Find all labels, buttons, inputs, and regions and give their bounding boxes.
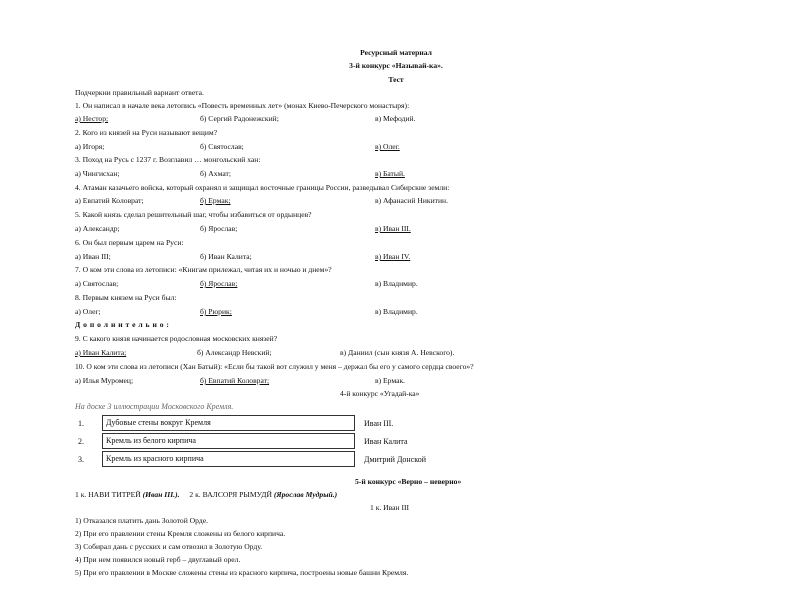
answer-7a[interactable]: а) Святослав; [75,279,119,288]
question-2: 2. Кого из князей на Руси называют вещим? [75,128,218,137]
contest3-title: 3-й конкурс «Называй-ка». [349,61,443,70]
kremlin-table [75,414,484,468]
extra-label: Д о п о л н и т е л ь н о : [75,320,170,329]
question-3: 3. Поход на Русь с 1237 г. Возглавил … монгольский хан: [75,155,261,164]
answer-7c[interactable]: в) Владимир. [375,279,418,288]
statement-1: 1) Отказался платить дань Золотой Орде. [75,516,208,525]
answer-10c[interactable]: в) Ермак. [375,376,406,385]
question-6: 6. Он был первым царем на Руси: [75,238,184,247]
contest4-title: 4-й конкурс «Угадай-ка» [340,389,420,398]
answer-3b[interactable]: б) Ахмат; [200,169,231,178]
kremlin-row [75,414,484,432]
kremlin-row [75,432,484,450]
ruler-answer[interactable]: Иван III. [364,418,394,428]
contest5-title: 5-й конкурс «Верно – неверно» [355,477,462,486]
row-number: 3. [78,454,84,464]
statement-5: 5) При его правлении в Москве сложены стены из красного кирпича, построены новые башни Кремля. [75,568,409,577]
answer-1a[interactable]: а) Нестор; [75,114,109,123]
answer-9b[interactable]: б) Александр Невский; [197,348,272,357]
answer-3c[interactable]: в) Батый. [375,169,405,178]
answer-5c[interactable]: в) Иван III. [375,224,411,233]
answer-4b[interactable]: б) Ермак; [200,196,231,205]
contest4-note: На доске 3 иллюстрации Московского Кремля. [75,402,234,411]
question-1: 1. Он написал в начале века летопись «Повесть временных лет» (монах Киево-Печерского монастыря): [75,101,410,110]
answer-6c[interactable]: в) Иван IV. [375,252,411,261]
question-8: 8. Первым князем на Руси был: [75,293,177,302]
answer-10b[interactable]: б) Евпатий Коловрат; [200,376,270,385]
answer-6a[interactable]: а) Иван III; [75,252,111,261]
team1-prefix: 1 к. НАВИ ТИТРЕЙ [75,490,141,499]
answer-8a[interactable]: а) Олег; [75,307,101,316]
instruction: Подчеркни правильный вариант ответа. [75,88,204,97]
answer-2c[interactable]: в) Олег. [375,142,400,151]
team-anagrams [75,490,337,499]
row-number: 1. [78,418,84,428]
answer-1c[interactable]: в) Мефодий. [375,114,416,123]
answer-5a[interactable]: а) Александр; [75,224,120,233]
question-9: 9. С какого князя начинается родословная московских князей? [75,334,278,343]
resource-title: Ресурсный материал [360,48,432,57]
team2-answer: (Ярослав Мудрый.) [273,490,338,499]
answer-8c[interactable]: в) Владимир. [375,307,418,316]
answer-1b[interactable]: б) Сергий Радонежский; [200,114,279,123]
test-title: Тест [388,75,404,84]
row-number: 2. [78,436,84,446]
answer-6b[interactable]: б) Иван Калита; [200,252,252,261]
kremlin-item[interactable]: Кремль из красного кирпича [102,451,355,467]
statement-2: 2) При его правлении стены Кремля сложены из белого кирпича. [75,529,286,538]
ruler-answer[interactable]: Иван Калита [364,436,408,446]
kremlin-row [75,450,484,468]
answer-2a[interactable]: а) Игоря; [75,142,105,151]
answer-4c[interactable]: в) Афанасий Никитин. [375,196,448,205]
question-7: 7. О ком эти слова из летописи: «Книгам прилежал, читая их и ночью и днем»? [75,265,332,274]
team2-prefix: 2 к. ВАЛСОРЯ РЫМУДЙ [189,490,272,499]
question-5: 5. Какой князь сделал решительный шаг, чтобы избавиться от ордынцев? [75,210,312,219]
answer-7b[interactable]: б) Ярослав; [200,279,238,288]
question-10: 10. О ком эти слова из летописи (Хан Батый): «Если бы такой вот служил у меня – держал бы его у самого сердца своего»? [75,362,474,371]
answer-8b[interactable]: б) Рюрик; [200,307,232,316]
answer-5b[interactable]: б) Ярослав; [200,224,238,233]
team1-answer: (Иван III.). [142,490,180,499]
kremlin-item[interactable]: Кремль из белого кирпича [102,433,355,449]
team-label: 1 к. Иван III [370,503,410,512]
statement-3: 3) Собирал дань с русских и сам отвозил в Золотую Орду. [75,542,263,551]
ruler-answer[interactable]: Дмитрий Донской [364,454,427,464]
answer-3a[interactable]: а) Чингисхан; [75,169,120,178]
statement-4: 4) При нем появился новый герб – двуглавый орел. [75,555,241,564]
question-4: 4. Атаман казачьего войска, который охранял и защищал восточные границы России, разведывал Сибирские земли: [75,183,450,192]
kremlin-item[interactable]: Дубовые стены вокруг Кремля [102,415,355,431]
answer-10a[interactable]: а) Илья Муромец; [75,376,134,385]
answer-9a[interactable]: а) Иван Калита; [75,348,127,357]
answer-9c[interactable]: в) Даниил (сын князя А. Невского). [340,348,455,357]
answer-2b[interactable]: б) Святослав; [200,142,244,151]
answer-4a[interactable]: а) Евпатий Коловрат; [75,196,144,205]
